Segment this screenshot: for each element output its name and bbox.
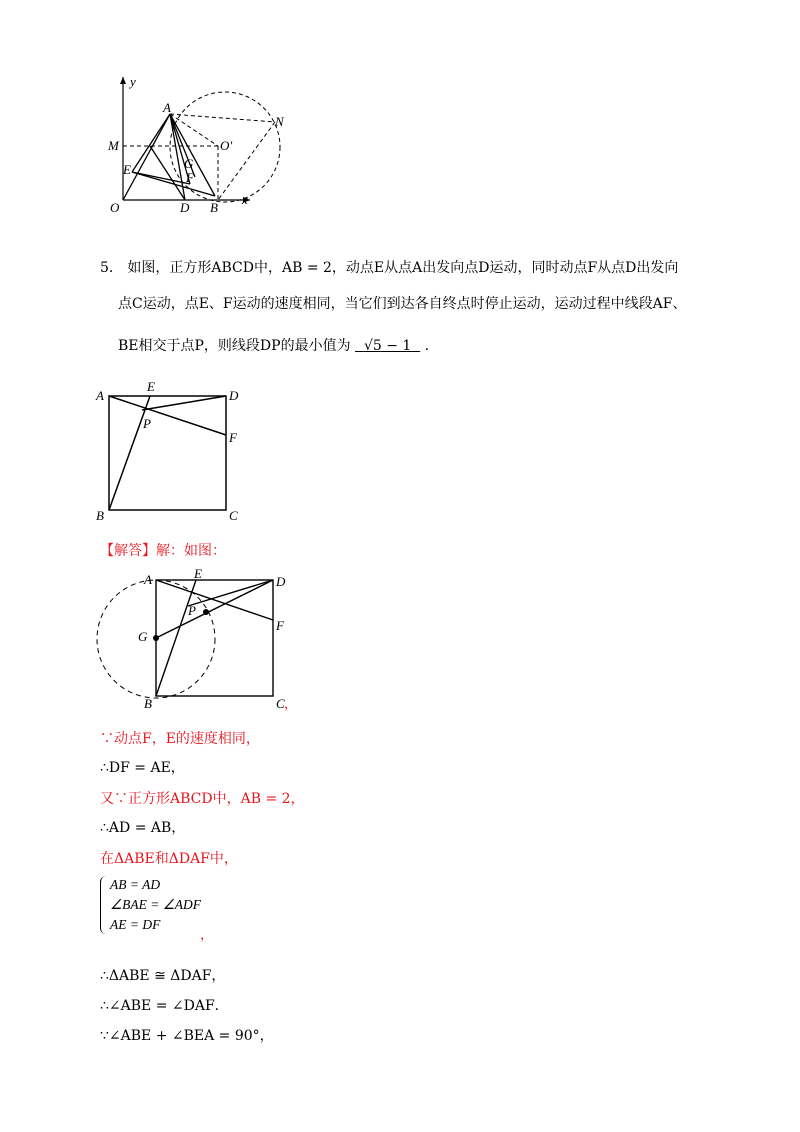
solution-step-3: 又∵正方形ABCD中，AB = 2， (100, 791, 305, 807)
system-row-1: AB = AD (110, 877, 161, 892)
fig2-label-p: P (143, 416, 151, 431)
fig1-label-d: D (180, 200, 190, 215)
answer-value: √5 − 1 (363, 338, 412, 354)
fig1-label-o: O (110, 200, 120, 215)
fig3-label-f: F (276, 618, 284, 633)
fig1-label-y: y (130, 74, 136, 89)
fig1-label-x: x (242, 192, 248, 207)
problem-text-3: BE相交于点P，则线段DP的最小值为 (118, 338, 351, 354)
problem-line-1 (100, 258, 678, 278)
fig3-label-a: A (144, 572, 152, 587)
fig1-label-a: A (163, 100, 171, 115)
solution-step-1: ∵动点F，E的速度相同， (100, 731, 260, 747)
fig3-label-e: E (194, 566, 202, 581)
fig3-comma: ， (284, 696, 298, 711)
solution-step-8: ∵∠ABE + ∠BEA = 90°， (100, 1028, 274, 1044)
problem-number: 5． (100, 260, 123, 276)
fig1-label-b: B (210, 200, 218, 215)
system-comma: ， (200, 927, 214, 943)
solution-step-7: ∴∠ABE = ∠DAF． (100, 998, 229, 1014)
solution-header: 【解答】解：如图： (100, 543, 226, 559)
brace-symbol (100, 876, 107, 934)
solution-step-6: ∴ΔABE ≅ ΔDAF， (100, 968, 226, 984)
fig3-label-d: D (276, 574, 286, 589)
figure-solution-diagram (90, 566, 300, 716)
figure-square-problem (90, 376, 250, 526)
fig2-label-b: B (96, 508, 104, 523)
solution-step-4: ∴AD = AB， (100, 820, 186, 836)
fig1-label-m: M (108, 138, 119, 153)
system-row-2: ∠BAE = ∠ADF (110, 897, 202, 912)
problem-line-2 (118, 294, 686, 314)
fig1-label-f: F (186, 170, 194, 185)
fig1-label-g: G (184, 156, 194, 171)
fig3-label-p: P (188, 603, 196, 618)
fig3-label-b: B (144, 696, 152, 711)
problem-text-2: 点C运动，点E、F运动的速度相同，当它们到达各自终点时停止运动，运动过程中线段AF、 (118, 296, 687, 312)
problem-text-1: 如图，正方形ABCD中，AB = 2，动点E从点A出发向点D运动，同时动点F从点D出发向 (127, 260, 679, 276)
fig2-label-c: C (229, 508, 238, 523)
fig1-label-n: N (275, 114, 284, 129)
problem-end: . (424, 338, 430, 354)
fig1-label-e: E (123, 162, 131, 177)
figure-coordinate-diagram (100, 72, 300, 222)
fig3-label-g: G (138, 629, 148, 644)
fig1-label-o-prime: O' (220, 138, 233, 153)
system-row-3: AE = DF (110, 917, 161, 932)
fig3-label-c: C (276, 696, 285, 711)
fig2-label-e: E (147, 379, 155, 394)
fig2-label-a: A (96, 388, 104, 403)
solution-step-2: ∴DF = AE， (100, 760, 185, 776)
solution-step-5: 在ΔABE和ΔDAF中， (100, 851, 238, 867)
problem-line-3 (118, 336, 429, 356)
fig2-label-d: D (229, 388, 239, 403)
fig2-label-f: F (229, 430, 237, 445)
